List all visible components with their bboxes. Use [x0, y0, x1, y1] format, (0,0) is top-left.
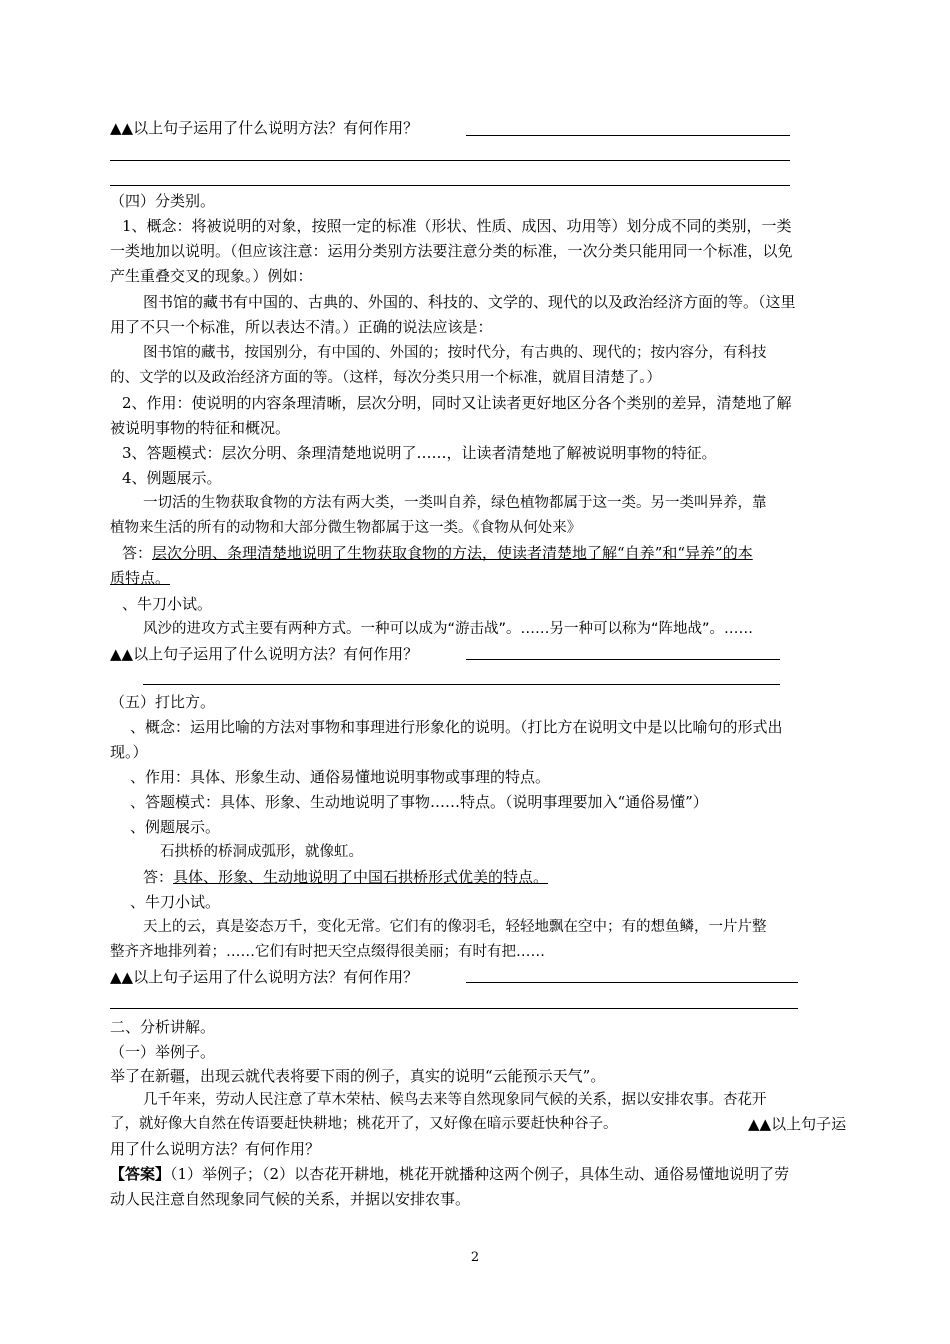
answer-text: 层次分明、条理清楚地说明了生物获取食物的方法，使读者清楚地了解“自养”和“异养”的本 [152, 544, 753, 562]
answer-line [466, 135, 790, 136]
pattern-text: 3、答题模式：层次分明、条理清楚地说明了……，让读者清楚地了解被说明事物的特征。 [122, 444, 717, 462]
example-heading: 、例题展示。 [130, 818, 221, 836]
question-prompt-2: ▲▲以上句子运用了什么说明方法？有何作用？ [110, 645, 419, 663]
question-prompt-3: ▲▲以上句子运用了什么说明方法？有何作用？ [110, 968, 419, 986]
concept-text: 现。） [110, 743, 148, 761]
answer-tag: 【答案】 [110, 1165, 171, 1183]
example-text: 植物来生活的所有的动物和大部分微生物都属于这一类。《食物从何处来》 [110, 520, 582, 536]
intro-text: 举了在新疆，出现云就代表将要下雨的例子，真实的说明“云能预示天气”。 [110, 1067, 606, 1085]
concept-text: 1、概念：将被说明的对象，按照一定的标准（形状、性质、成因、功用等）划分成不同的类别，一类 [122, 217, 792, 235]
practice-heading: 、牛刀小试。 [130, 893, 221, 911]
passage-text: 了，就好像大自然在传语要赶快耕地；桃花开了，又好像在暗示要赶快种谷子。 [110, 1116, 618, 1132]
pattern-text: 、答题模式：具体、形象、生动地说明了事物……特点。（说明事理要加入“通俗易懂”） [130, 793, 708, 811]
passage-text: 几千年来，劳动人民注意了草木荣枯、候鸟去来等自然现象同气候的关系，据以安排农事。杏花开 [143, 1092, 767, 1108]
function-text: 2、作用：使说明的内容条理清晰，层次分明，同时又让读者更好地区分各个类别的差异，清楚地了解 [122, 394, 792, 412]
concept-text: 一类地加以说明。（但应该注意：运用分类别方法要注意分类的标准，一次分类只能用同一个标准，以免 [110, 242, 793, 260]
question-prompt-1: ▲▲以上句子运用了什么说明方法？有何作用？ [110, 119, 419, 137]
practice-text: 风沙的进攻方式主要有两种方式。一种可以成为“游击战”。……另一种可以称为“阵地战”。…… [143, 621, 754, 637]
practice-text: 天上的云，真是姿态万千，变化无常。它们有的像羽毛，轻轻地飘在空中；有的想鱼鳞，一片片整 [143, 919, 767, 935]
concept-text: 、概念：运用比喻的方法对事物和事理进行形象化的说明。（打比方在说明文中是以比喻句的形式出 [130, 718, 783, 736]
example-text: 用了不只一个标准，所以表达不清。）正确的说法应该是： [110, 318, 493, 336]
answer-prefix: 答： [143, 868, 174, 886]
example-text: 的、文学的以及政治经济方面的等。（这样，每次分类只用一个标准，就眉目清楚了。） [110, 370, 661, 386]
answer-line-text [110, 1164, 870, 1184]
answer-line [466, 982, 798, 983]
answer-line [110, 185, 790, 186]
function-text: 被说明事物的特征和概况。 [110, 419, 291, 437]
example-text: 图书馆的藏书有中国的、古典的、外国的、科技的、文学的、现代的以及政治经济方面的等。（这里 [143, 293, 796, 311]
example-heading: 4、例题展示。 [122, 469, 222, 487]
answer-prefix: 答： [122, 544, 153, 562]
answer-text: （1）举例子；（2）以杏花开耕地，桃花开就播种这两个例子，具体生动、通俗易懂地说明了劳 [170, 1165, 790, 1183]
page-number: 2 [470, 1250, 480, 1265]
answer-line [110, 160, 790, 161]
function-text: 、作用：具体、形象生动、通俗易懂地说明事物或事理的特点。 [130, 768, 551, 786]
concept-text: 产生重叠交叉的现象。）例如： [110, 267, 313, 285]
example-text: 图书馆的藏书，按国别分，有中国的、外国的；按时代分，有古典的、现代的；按内容分，有科技 [143, 345, 767, 361]
answer-line [466, 659, 780, 660]
answer-text: 具体、形象、生动地说明了中国石拱桥形式优美的特点。 [173, 868, 549, 886]
sub-heading-example: （一）举例子。 [110, 1043, 216, 1061]
answer-line [143, 684, 780, 685]
example-text: 石拱桥的桥洞成弧形，就像虹。 [160, 844, 363, 860]
part-heading-analysis: 二、分析讲解。 [110, 1018, 216, 1036]
answer-text: 质特点。 [110, 569, 171, 587]
question-prompt-tail: 用了什么说明方法？有何作用？ [110, 1140, 321, 1158]
answer-line-text [143, 867, 903, 887]
practice-heading: 、牛刀小试。 [122, 595, 213, 613]
answer-line [110, 1008, 798, 1009]
practice-text: 整齐齐地排列着；……它们有时把天空点缀得很美丽；有时有把…… [110, 944, 545, 960]
question-prompt-inline: ▲▲以上句子运 [748, 1115, 847, 1133]
answer-line-text [122, 543, 882, 563]
section-heading-analogy: （五）打比方。 [110, 693, 216, 711]
example-text: 一切活的生物获取食物的方法有两大类，一类叫自养，绿色植物都属于这一类。另一类叫异养，靠 [143, 495, 767, 511]
section-heading-classification: （四）分类别。 [110, 192, 216, 210]
answer-text: 动人民注意自然现象同气候的关系，并据以安排农事。 [110, 1190, 471, 1208]
